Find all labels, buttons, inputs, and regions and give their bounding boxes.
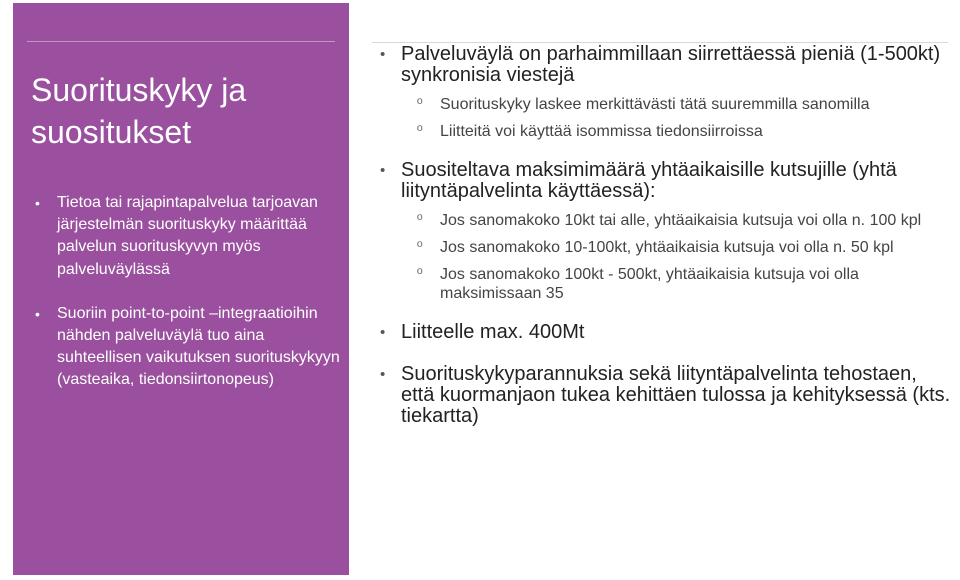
content-sub-bullet (378, 211, 953, 230)
content-sub-bullet (378, 95, 953, 114)
bullet-icon: • (35, 305, 40, 322)
sidebar-item-text: Suoriin point-to-point –integraatioihin nähden palveluväylä tuo aina suhteellisen vaikutuksen suorituskykyyn (vasteaika, tiedonsiirtonopeus) (57, 304, 340, 389)
sub-bullet-text: Jos sanomakoko 100kt - 500kt, yhtäaikaisia kutsuja voi olla maksimissaan 35 (440, 266, 859, 302)
sidebar-item (33, 303, 348, 392)
bullet-icon: • (380, 366, 386, 383)
sidebar-divider (27, 41, 335, 42)
content-sub-bullet (378, 265, 953, 303)
sub-bullet-text: Jos sanomakoko 10-100kt, yhtäaikaisia kutsuja voi olla n. 50 kpl (440, 239, 894, 256)
content-bullet (378, 44, 953, 86)
sub-bullet-icon: º (417, 123, 423, 140)
bullet-text: Liitteelle max. 400Mt (401, 321, 585, 343)
content-sub-bullet (378, 238, 953, 257)
sub-bullet-icon: º (417, 212, 423, 229)
sub-bullet-icon: º (417, 239, 423, 256)
sub-bullet-text: Suorituskyky laskee merkittävästi tätä suuremmilla sanomilla (440, 96, 870, 113)
slide-title: Suorituskyky ja suositukset (31, 72, 247, 150)
bullet-text: Palveluväylä on parhaimmillaan siirrettäessä pieniä (1-500kt) synkronisia viestejä (401, 43, 941, 86)
sub-bullet-icon: º (417, 96, 423, 113)
sub-bullet-icon: º (417, 266, 423, 283)
content-bullet (378, 364, 953, 427)
sidebar-panel (13, 3, 349, 575)
bullet-icon: • (380, 162, 386, 179)
bullet-icon: • (380, 46, 386, 63)
bullet-text: Suositeltava maksimimäärä yhtäaikaisille kutsujille (yhtä liityntäpalvelinta käyttäessä): (401, 159, 897, 202)
sub-bullet-text: Liitteitä voi käyttää isommissa tiedonsiirroissa (440, 123, 763, 140)
content-list (378, 44, 953, 427)
content-bullet (378, 322, 953, 343)
bullet-text: Suorituskykyparannuksia sekä liityntäpalvelinta tehostaen, että kuormanjaon tukea kehittäen tulossa ja kehityksessä (kts. tiekartta) (401, 363, 951, 427)
sidebar-list (33, 192, 348, 412)
bullet-icon: • (35, 195, 40, 211)
content-bullet (378, 160, 953, 202)
sidebar-item (33, 192, 348, 281)
sub-bullet-text: Jos sanomakoko 10kt tai alle, yhtäaikaisia kutsuja voi olla n. 100 kpl (440, 212, 922, 229)
content-sub-bullet (378, 122, 953, 141)
sidebar-item-text: Tietoa tai rajapintapalvelua tarjoavan järjestelmän suorituskyky määrittää palvelun suorituskyvyn myös palveluväylässä (57, 194, 318, 278)
bullet-icon: • (380, 324, 386, 341)
